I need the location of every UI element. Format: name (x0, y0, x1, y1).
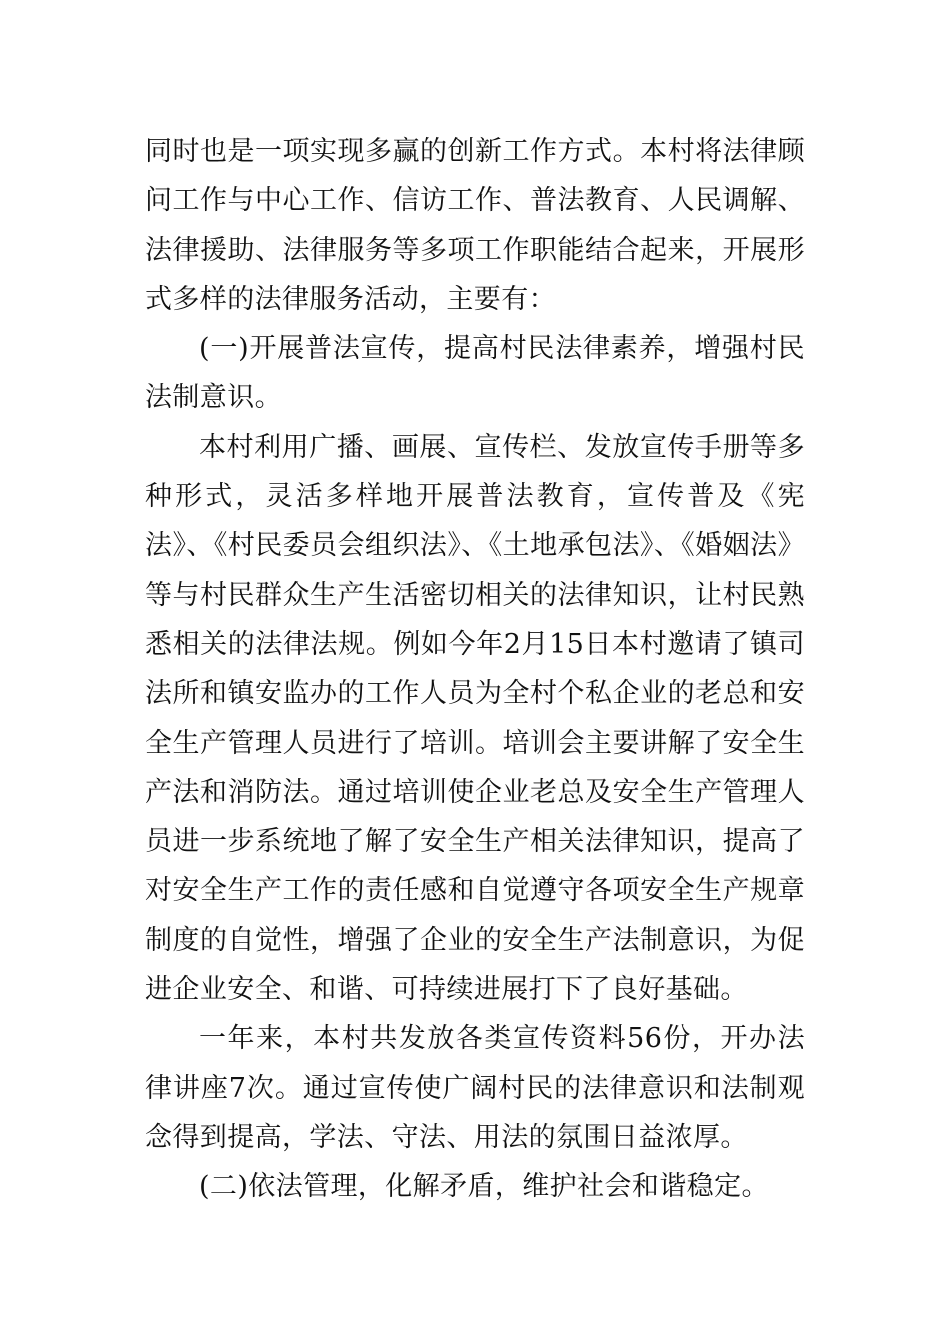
paragraph-intro: 同时也是一项实现多赢的创新工作方式。本村将法律顾问工作与中心工作、信访工作、普法教育、人民调解、法律援助、法律服务等多项工作职能结合起来，开展形式多样的法律服务活动，主要有： (145, 136, 805, 315)
section-heading-1: (一)开展普法宣传，提高村民法律素养，增强村民法制意识。 (145, 333, 805, 414)
section-heading-2: (二)依法管理，化解矛盾，维护社会和谐稳定。 (199, 1171, 769, 1203)
document-body (145, 127, 805, 1212)
paragraph-legal-education: 本村利用广播、画展、宣传栏、发放宣传手册等多种形式，灵活多样地开展普法教育，宣传普及《宪法》、《村民委员会组织法》、《土地承包法》、《婚姻法》等与村民群众生产生活密切相关的法律知识，让村民熟悉相关的法律法规。例如今年2月15日本村邀请了镇司法所和镇安监办的工作人员为全村个私企业的老总和安全生产管理人员进行了培训。培训会主要讲解了安全生产法和消防法。通过培训使企业老总及安全生产管理人员进一步系统地了解了安全生产相关法律知识，提高了对安全生产工作的责任感和自觉遵守各项安全生产规章制度的自觉性，增强了企业的安全生产法制意识，为促进企业安全、和谐、可持续进展打下了良好基础。 (145, 431, 805, 1006)
paragraph-yearly-summary: 一年来，本村共发放各类宣传资料56份，开办法律讲座7次。通过宣传使广阔村民的法律意识和法制观念得到提高，学法、守法、用法的氛围日益浓厚。 (145, 1023, 805, 1153)
